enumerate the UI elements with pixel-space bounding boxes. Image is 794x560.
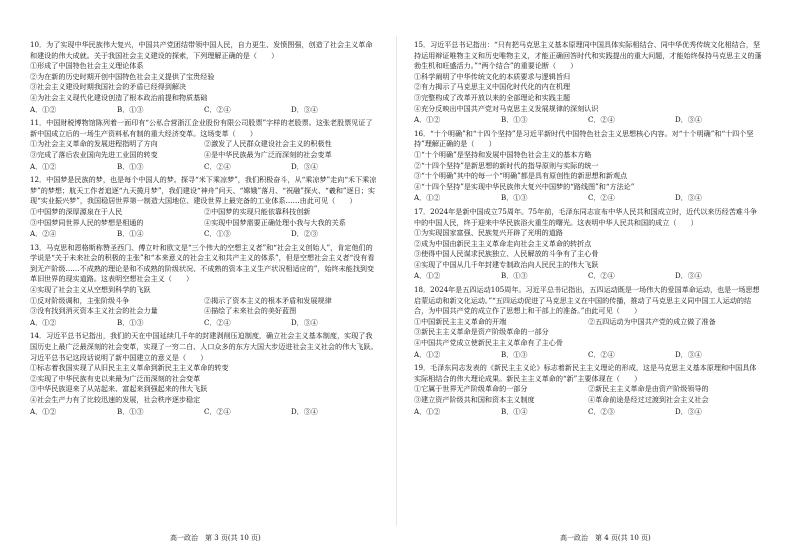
answer-choices [414,271,762,282]
question-stem: 18．2024年是五四运动105周年。习近平总书记指出，五四运动既是一场伟大的爱国革命运动，也是一场思想启蒙运动和新文化运动。”“五四运动促进了马克思主义在中国的传播，推动了马克思主义同中国工人运动的结合，为中国共产党的成立作了思想上和干部上的准备。”由此可见（ ） [414,285,760,316]
question-block [414,363,762,417]
answer-choice: C．②③ [588,406,615,416]
option-item: ③建立资产阶级共和国和资本主义制度 [414,395,535,404]
answer-choices [30,318,378,329]
answer-choice: D．③④ [675,406,702,416]
answer-choice: D．③④ [675,349,702,359]
answer-choice: A．①② [414,349,441,359]
question-block [414,40,762,126]
question-stem: 13．马克思和恩格斯称赞圣西门、傅立叶和欧文是“三个伟大的空想主义者”和“社会主义创始人”，肯定他们的学说是“关于未来社会的积极的主张”和“本来意义的社会主义和共产主义的体系”，但是空想社会主义者“没有看到无产阶级……不成熟的理论是和不成熟的阶级状况、不成熟的资本主义生产状况相适应的”，始终未能找到变革旧世界的现实道路。这表明空想社会主义（ ） [30,242,375,284]
answer-choice: D．②③ [291,229,318,239]
answer-choice: B．①③ [501,349,528,359]
option-item: ②激发了人民群众建设社会主义的积极性 [204,139,332,149]
answer-choice: B．①③ [117,406,144,416]
answer-choice: A．①② [414,115,441,125]
answer-choice: C．②④ [204,161,231,171]
option-item: ②为在新的历史时期开创中国特色社会主义提供了宝贵经验 [30,71,215,81]
question-block [414,129,762,204]
option-item: ④实现了中国从几千年封建专制政治向人民民主的伟大飞跃 [414,259,599,269]
option-item: ④实现了社会主义从空想到科学的飞跃 [30,285,151,295]
answer-choices [414,193,762,204]
option-item: ①中国新民主主义革命的开端 [414,316,507,326]
answer-choice: B．①③ [501,115,528,125]
option-row [414,338,762,349]
answer-choice: B．①③ [117,104,144,114]
question-stem: 10．为了实现中华民族伟大复兴，中国共产党团结带领中国人民，自力更生、发愤图强，创造了社会主义革命和建设的伟大成就。关于我国社会主义建设的探索，下列理解正确的是（ ） [30,40,373,60]
option-item: ①为社会主义革命的发展进程指明了方向 [30,139,158,149]
question-stem: 14．习近平总书记指出，我们的天在中国延续几千年的封建剥削压迫制度，确立社会主义基本制度，实现了我国历史上最广泛最深刻的社会变革，实现了一穷二白、人口众多的东方大国大步迈进社会主义社会的伟大飞跃。习近平总书记这段话说明了新中国建立的意义是（ ） [30,331,378,362]
answer-choice: B．①③ [117,317,144,327]
question-block [30,40,378,115]
option-item: ②中国梦的实现只能依靠科技创新 [204,206,311,216]
option-item: ④实现中国梦需要正确处理小我与大我的关系 [204,217,346,227]
option-row [414,384,762,395]
option-item: ①中国梦的深厚源泉在于人民 [30,206,123,216]
question-block [30,175,378,240]
option-item: ④是中华民族最为广泛而深刻的社会变革 [204,149,332,159]
question-stem: 15．习近平总书记指出：“只有把马克思主义基本原理同中国具体实际相结合、同中华优秀传统文化相结合，坚持运用辩证唯物主义和历史唯物主义，才能正确回答时代和实践提出的重大问题，才能始终保持马克思主义的蓬勃生机和旺盛活力。”“两个结合”的重要论断（ ） [414,40,762,71]
page-footer-right: 高一政治 第 4 页(共 10 页) [560,534,651,542]
question-block [30,118,378,172]
answer-choice: B．①③ [501,193,528,203]
answer-choice: A．②④ [30,229,57,239]
answer-choice: A．①② [414,193,441,203]
option-item: ②新民主主义革命是由资产阶级领导的 [588,384,709,394]
question-block [414,285,762,360]
option-item: ①科学阐明了中华传统文化的本质要求与逻辑旨归 [414,71,571,81]
option-row [30,150,378,161]
left-column [30,40,378,420]
answer-choice: C．②④ [588,115,615,125]
answer-choice: D．③④ [675,115,702,125]
answer-choice: A．①② [414,406,441,416]
option-item: ④中国共产党成立使新民主主义革命有了主心骨 [414,338,563,348]
option-item: ③中国梦同世界人民的梦想是相通的 [30,217,144,227]
answer-choices [30,229,378,240]
option-item: ①反对阶级调和，主张阶级斗争 [30,295,130,305]
answer-choice: D．③④ [291,317,318,327]
option-item: ②揭示了资本主义的根本矛盾和发展规律 [204,295,332,305]
option-item: ④“十四个坚持”是实现中华民族伟大复兴中国梦的“路线图”和“方法论” [414,181,635,191]
option-item: ①为实现国家富强、民族复兴开辟了光明的道路 [414,228,563,238]
question-stem: 16．“十个明确”和“十四个坚持”是习近平新时代中国特色社会主义思想核心内容。对“十个明确”和“十四个坚持”理解正确的是（ ） [414,128,754,149]
answer-choice: C．②④ [588,271,615,281]
right-column [414,40,762,420]
page-footer-left: 高一政治 第 3 页(共 10 页) [170,534,261,542]
option-item [588,338,762,349]
answer-choice: D．③④ [291,161,318,171]
option-item: ③完整构成了改革开放以来的全部理论和实践主题 [414,92,571,102]
question-stem: 17．2024年是新中国成立75周年。75年前，毛泽东同志宣布中华人民共和国成立时，近代以来历经苦难斗争中的中国人民，终于迎来中华民族浴火重生的曙光。这表明中华人民共和国的成立（ ） [414,206,758,227]
answer-choice: C．①③ [204,229,231,239]
option-item: ②成为中国由新民主主义革命走向社会主义革命的转折点 [414,238,592,248]
question-block [30,243,378,329]
option-row [30,139,378,150]
answer-choice: C．②④ [204,317,231,327]
option-item: ④为社会主义现代化建设创造了根本政治前提和物质基础 [30,92,208,102]
option-row [414,327,762,338]
question-stem: 12．中国梦是民族的梦，也是每个中国人的梦。探寻“米下乘凉梦”，我们积极奋斗，从“乘凉梦”走向“禾下乘凉梦”的梦想；航天工作者追逐“九天揽月梦”，我们建设“神舟”问天、“嫦娥”落月、“祝融”探火、“羲和”逐日；实现“实业振兴梦”，我国稳居世界第一制造大国地位、建设世界上最完备的工业体系……由此可见（ ） [30,175,377,206]
option-item: ③中华民族迎来了从站起来、富起来到强起来的伟大飞跃 [30,384,208,394]
option-item: ③“十个明确”其中的每一个“明确”都是具有原创性的新思想和新观点 [414,171,628,181]
answer-choices [30,105,378,116]
answer-choice: A．①② [414,271,441,281]
option-item [588,327,762,338]
answer-choice: B．①③ [501,271,528,281]
option-row [30,296,378,307]
option-item: ①它属于世界无产阶级革命的一部分 [414,384,528,394]
answer-choices [414,115,762,126]
answer-choice: A．①② [30,161,57,171]
answer-choices [414,407,762,418]
option-item: ④社会生产力有了比较迅速的发展，社会秩序逐步稳定 [30,395,201,404]
option-item: ④充分反映出中国共产党对马克思主义发展规律的深刻认识 [414,103,599,113]
answer-choices [30,162,378,173]
question-stem: 19．毛泽东同志发表的《新民主主义论》标志着新民主主义理论的形成，这是马克思主义基本原理和中国具体实际相结合的伟大理论成果。新民主主义革命的“新”主要体现在（ ） [414,363,757,383]
answer-choice: C．②④ [588,349,615,359]
option-row [30,207,378,218]
option-row [414,395,762,406]
answer-choice: B．①③ [117,161,144,171]
answer-choice: A．①② [30,406,57,416]
option-item: ①“十个明确”是坚持和发展中国特色社会主义的基本方略 [414,149,592,159]
answer-choice: A．①② [30,317,57,327]
option-item: ②五四运动为中国共产党的成立做了准备 [588,316,716,326]
column-divider [396,36,397,526]
answer-choice: C．②④ [204,104,231,114]
option-item: ④革命前途是经过过渡到社会主义社会 [588,395,709,404]
question-block [30,331,378,417]
question-block [414,207,762,282]
option-item: ①形成了中国特色社会主义理论体系 [30,61,144,71]
option-row [30,218,378,229]
answer-choice: D．③④ [675,193,702,203]
option-item: ②实现了中华民族有史以来最为广泛而深刻的社会变革 [30,373,201,383]
answer-choice: C．②④ [588,193,615,203]
option-item: ③社会主义建设时期我国社会的矛盾已经得到解决 [30,82,187,92]
option-item: ③没有找到消灭资本主义社会的社会力量 [30,306,158,316]
option-row [414,317,762,328]
option-item: ①标志着我国实现了从旧民主主义革命到新民主主义革命的转变 [30,363,229,373]
answer-choice: B．①④ [117,229,144,239]
answer-choice: D．③④ [291,104,318,114]
option-item: ③新民主主义革命是资产阶级革命的一部分 [414,327,549,337]
answer-choices [414,350,762,361]
option-item: ④描绘了未来社会的美好蓝图 [204,306,297,316]
question-stem: 11．中国财税博物馆陈列着一面印有“公私合营浙江企业股份有限公司股票”字样的老股票。这张老股票见证了新中国成立后的一场生产资料私有制的重大经济变革。这场变革（ ） [30,118,373,138]
answer-choice: B．①④ [501,406,528,416]
option-item: ③使得中国人民谋求民族独立、人民解放的斗争有了主心骨 [414,249,599,259]
option-item: ②“十四个坚持”是新思想的新时代的指导原则与实际的统一 [414,160,599,170]
answer-choice: C．②④ [204,406,231,416]
option-item: ③完成了落后农业国向先进工业国的转变 [30,149,158,159]
answer-choice: A．①② [30,104,57,114]
option-row [30,306,378,317]
answer-choice: D．③④ [675,271,702,281]
option-item: ②有力揭示了马克思主义中国化时代化的内在机理 [414,82,571,92]
answer-choice: D．③④ [291,406,318,416]
answer-choices [30,407,378,418]
